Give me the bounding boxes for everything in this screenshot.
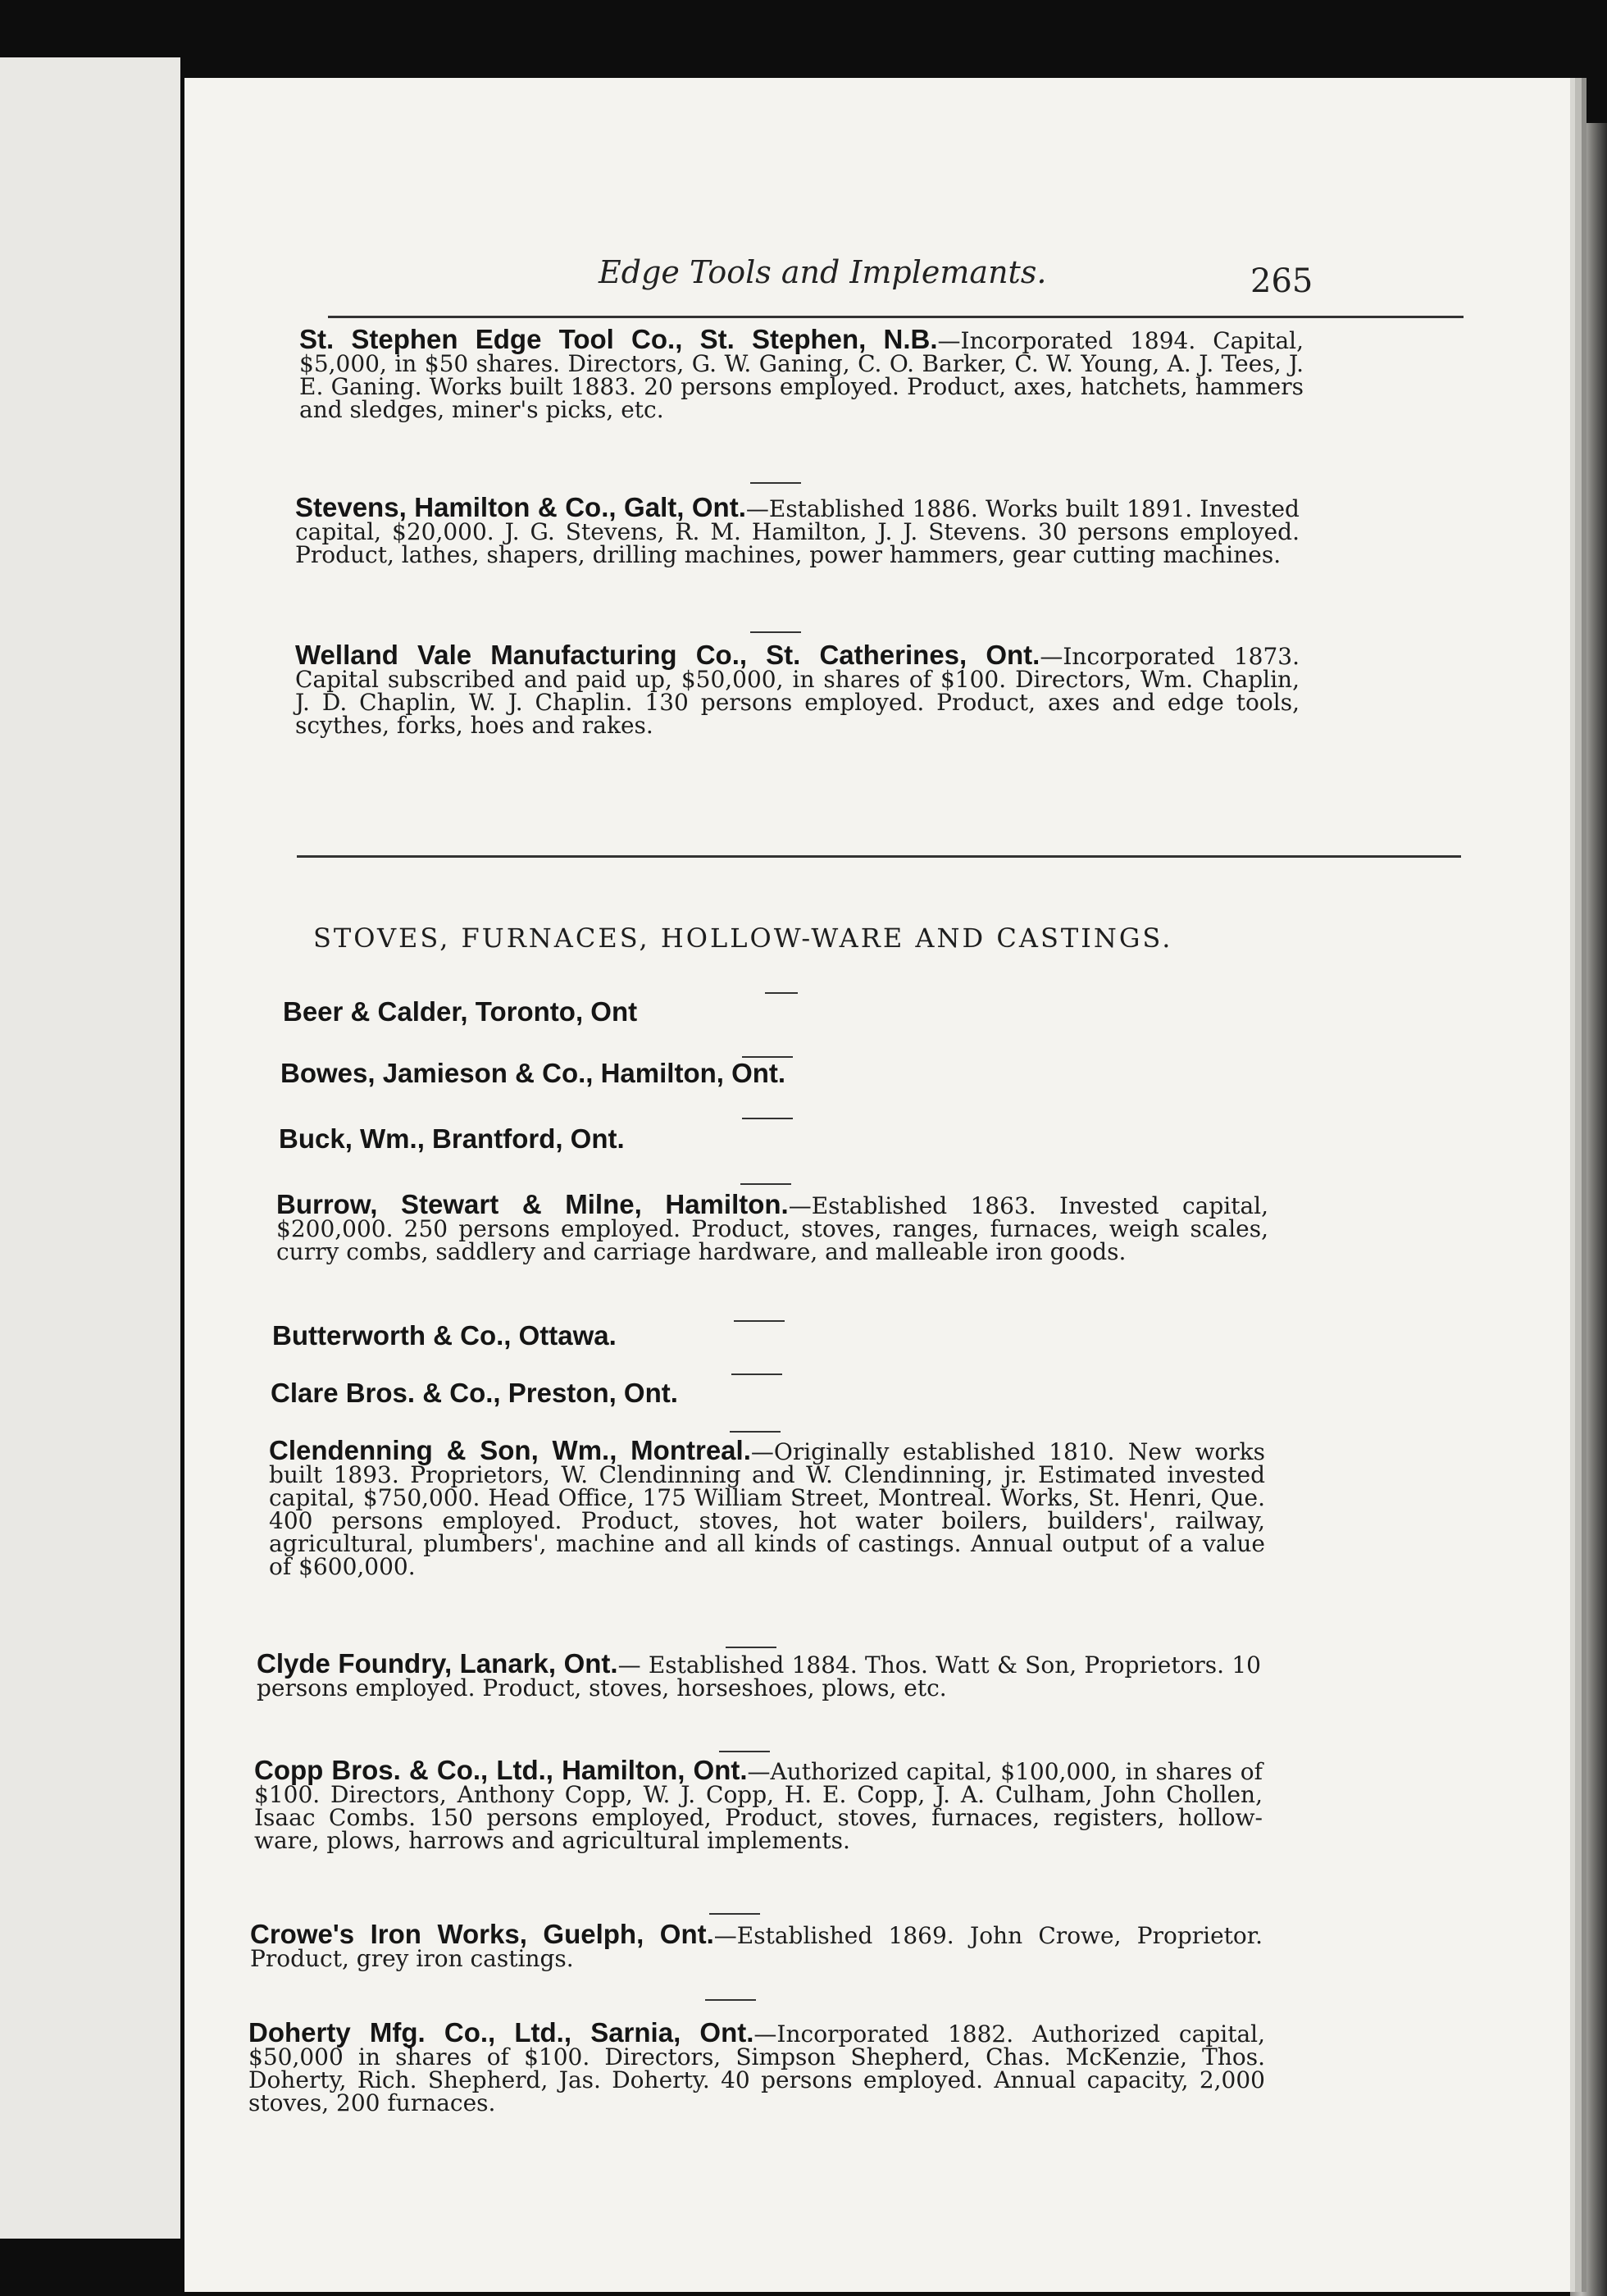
entry-text: —Incorporated 1882. Authorized capital, $50,000 in shares of $100. Directors, Simpson Shepherd, Chas. McKenzie, Thos. Doherty, Rich. Shepherd, Jas. Doherty. 40 persons employed. Annual capacity, 2,000 stoves, 200 furnaces. bbox=[248, 2020, 1265, 2116]
directory-entry-name: Bowes, Jamieson & Co., Hamilton, Ont. bbox=[280, 1058, 786, 1088]
entry-text: —Established 1886. Works built 1891. Invested capital, $20,000. J. G. Stevens, R. M. Hamilton, J. J. Stevens. 30 persons employed. Product, lathes, shapers, drilling machines, power hammers, gear cutting machines. bbox=[295, 495, 1300, 568]
directory-entry bbox=[257, 1648, 1261, 1702]
entry-text: —Established 1863. Invested capital, $200,000. 250 persons employed. Product, stoves, ranges, furnaces, weigh scales, curry combs, saddlery and carriage hardware, and malleable iron goods. bbox=[276, 1192, 1269, 1265]
section-rule bbox=[297, 855, 1461, 858]
entry-text: —Incorporated 1894. Capital, $5,000, in $50 shares. Directors, G. W. Ganing, C. O. Barker, C. W. Young, A. J. Tees, J. E. Ganing. Works built 1883. 20 persons employed. Product, axes, hatchets, hammers and sledges, miner's picks, etc. bbox=[299, 327, 1304, 423]
entry-separator bbox=[765, 992, 798, 994]
entry-separator bbox=[719, 1751, 770, 1752]
entry-separator bbox=[750, 631, 801, 633]
entry-name: Crowe's Iron Works, Guelph, Ont. bbox=[250, 1919, 714, 1949]
directory-entry bbox=[295, 640, 1300, 739]
entry-separator bbox=[742, 1118, 793, 1119]
entry-separator bbox=[705, 1999, 756, 2001]
running-head-title: Edge Tools and Implemants. bbox=[599, 254, 1047, 290]
entry-separator bbox=[750, 482, 801, 484]
entry-text: —Authorized capital, $100,000, in shares of $100. Directors, Anthony Copp, W. J. Copp, H. E. Copp, J. A. Culham, John Chollen, Isaac Combs. 150 persons employed, Product, stoves, furnaces, registers, hollow-ware, plows, harrows and agricultural implements. bbox=[254, 1758, 1263, 1854]
entry-separator bbox=[731, 1374, 782, 1375]
directory-entry bbox=[250, 1919, 1263, 1972]
entry-name: Stevens, Hamilton & Co., Galt, Ont. bbox=[295, 492, 746, 522]
directory-entry-name: Beer & Calder, Toronto, Ont bbox=[283, 996, 638, 1027]
entry-text: —Incorporated 1873. Capital subscribed and paid up, $50,000, in shares of $100. Directors, Wm. Chaplin, J. D. Chaplin, W. J. Chaplin. 130 persons employed. Product, axes and edge tools, scythes, forks, hoes and rakes. bbox=[295, 643, 1300, 739]
entry-name: Copp Bros. & Co., Ltd., Hamilton, Ont. bbox=[254, 1755, 748, 1785]
entry-separator bbox=[740, 1183, 791, 1185]
entry-name: Doherty Mfg. Co., Ltd., Sarnia, Ont. bbox=[248, 2017, 754, 2048]
directory-entry bbox=[254, 1755, 1263, 1854]
directory-entry-name: Buck, Wm., Brantford, Ont. bbox=[279, 1123, 625, 1154]
directory-entry-name: Butterworth & Co., Ottawa. bbox=[272, 1320, 617, 1351]
entry-name: Clendenning & Son, Wm., Montreal. bbox=[269, 1435, 751, 1465]
entry-text: — Established 1884. Thos. Watt & Son, Proprietors. 10 persons employed. Product, stoves, horseshoes, plows, etc. bbox=[257, 1651, 1261, 1702]
directory-entry bbox=[295, 492, 1300, 568]
entry-text: —Established 1869. John Crowe, Proprietor. Product, grey iron castings. bbox=[250, 1922, 1263, 1972]
directory-entry bbox=[248, 2017, 1265, 2116]
entry-separator bbox=[709, 1913, 760, 1915]
entry-name: Burrow, Stewart & Milne, Hamilton. bbox=[276, 1189, 789, 1219]
page-number: 265 bbox=[1250, 262, 1313, 300]
page-block-edge bbox=[1570, 123, 1607, 2296]
section-heading: STOVES, FURNACES, HOLLOW-WARE AND CASTINGS. bbox=[313, 922, 1173, 954]
directory-entry-name: Clare Bros. & Co., Preston, Ont. bbox=[271, 1378, 678, 1408]
directory-entry bbox=[276, 1189, 1269, 1265]
entry-name: St. Stephen Edge Tool Co., St. Stephen, N.B. bbox=[299, 324, 938, 354]
book-page bbox=[184, 78, 1570, 2292]
entry-text: —Originally established 1810. New works built 1893. Proprietors, W. Clendinning and W. Clendinning, jr. Estimated invested capital, $750,000. Head Office, 175 William Street, Montreal. Works, St. Henri, Que. 400 persons employed. Product, stoves, hot water boilers, builders', railway, agricultural, plumbers', machine and all kinds of castings. Annual output of a value of $600,000. bbox=[269, 1438, 1265, 1580]
directory-entry bbox=[299, 324, 1304, 423]
entry-separator bbox=[726, 1647, 776, 1648]
entry-separator bbox=[734, 1320, 785, 1322]
entry-name: Clyde Foundry, Lanark, Ont. bbox=[257, 1648, 618, 1679]
facing-page-edge bbox=[0, 57, 180, 2239]
entry-name: Welland Vale Manufacturing Co., St. Catherines, Ont. bbox=[295, 640, 1040, 670]
directory-entry bbox=[269, 1435, 1265, 1580]
entry-separator bbox=[730, 1431, 781, 1433]
